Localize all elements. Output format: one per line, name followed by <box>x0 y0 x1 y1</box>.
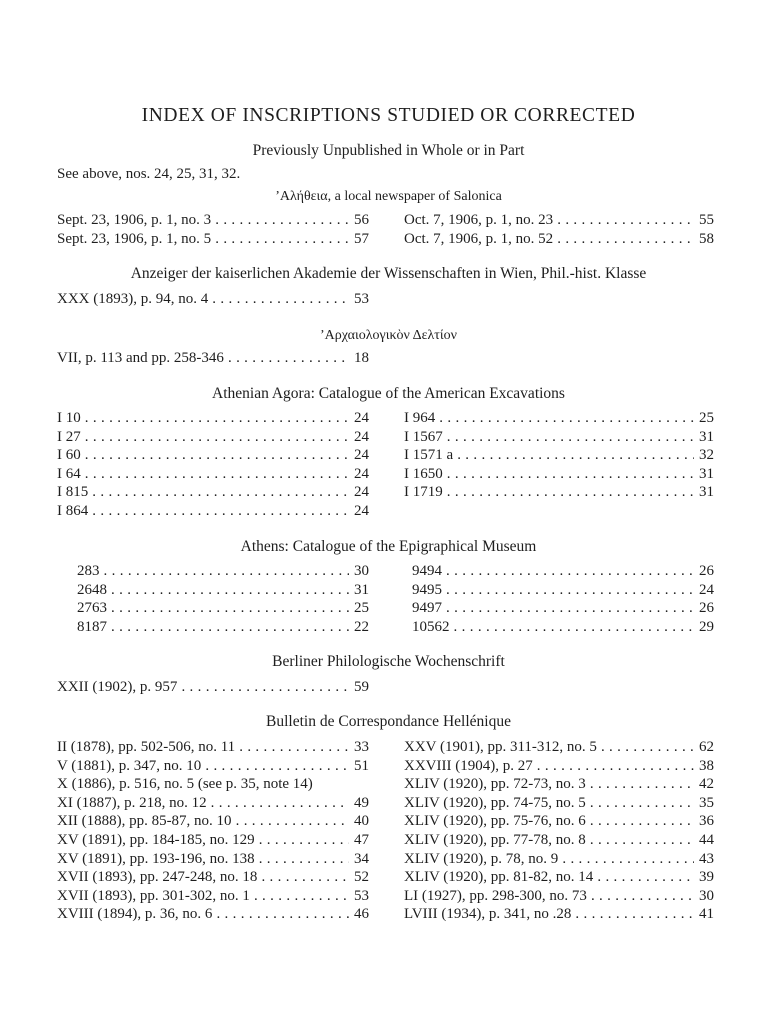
index-entry: 283 . . . 30 <box>77 562 369 581</box>
index-entry: 2763 . . . 25 <box>77 599 369 618</box>
section-heading: ’Αλήθεια, a local newspaper of Salonica <box>275 189 502 204</box>
index-entry: XVII (1893), pp. 247-248, no. 18 . . . 52 <box>57 868 369 887</box>
index-entry: I 10 . . . 24 <box>57 409 369 428</box>
section-heading: Bulletin de Correspondance Hellénique <box>266 713 511 730</box>
left-column <box>57 409 369 521</box>
index-entry: II (1878), pp. 502-506, no. 11 . . . 33 <box>57 738 369 757</box>
section-heading: Athenian Agora: Catalogue of the American Excavations <box>212 385 565 402</box>
index-entry: XI (1887), p. 218, no. 12 . . . 49 <box>57 794 369 813</box>
right-column <box>412 562 714 636</box>
index-entry: LVIII (1934), p. 341, no .28 . . . 41 <box>404 905 714 924</box>
left-column <box>57 211 369 248</box>
right-column <box>404 409 714 502</box>
index-entry: Sept. 23, 1906, p. 1, no. 3 . . . 56 <box>57 211 369 230</box>
page-title: INDEX OF INSCRIPTIONS STUDIED OR CORRECTED <box>141 105 636 126</box>
section-heading: Athens: Catalogue of the Epigraphical Museum <box>240 538 537 555</box>
index-entry: I 60 . . . 24 <box>57 446 369 465</box>
section-heading: ’Αρχαιολογικὸν Δελτίον <box>319 328 457 343</box>
index-entry: XXV (1901), pp. 311-312, no. 5 . . . 62 <box>404 738 714 757</box>
section-heading: Anzeiger der kaiserlichen Akademie der Wissenschaften in Wien, Phil.-hist. Klasse <box>130 265 647 282</box>
index-entry: XV (1891), pp. 184-185, no. 129 . . . 47 <box>57 831 369 850</box>
index-entry: XLIV (1920), pp. 75-76, no. 6 . . . 36 <box>404 812 714 831</box>
index-entry: XLIV (1920), pp. 72-73, no. 3 . . . 42 <box>404 775 714 794</box>
index-entry: 10562 . . . 29 <box>412 618 714 637</box>
left-column <box>57 290 369 309</box>
index-entry: I 27 . . . 24 <box>57 428 369 447</box>
index-entry: XLIV (1920), p. 78, no. 9 . . . 43 <box>404 850 714 869</box>
index-entry: VII, p. 113 and pp. 258-346 . . . 18 <box>57 349 369 368</box>
index-entry: I 1650 . . . 31 <box>404 465 714 484</box>
section-heading: Berliner Philologische Wochenschrift <box>272 653 505 670</box>
index-entry: XLIV (1920), pp. 74-75, no. 5 . . . 35 <box>404 794 714 813</box>
index-entry: XLIV (1920), pp. 81-82, no. 14 . . . 39 <box>404 868 714 887</box>
left-column <box>57 678 369 697</box>
section-heading: Previously Unpublished in Whole or in Part <box>252 142 525 159</box>
index-entry: Oct. 7, 1906, p. 1, no. 23 . . . 55 <box>404 211 714 230</box>
index-entry: 9497 . . . 26 <box>412 599 714 618</box>
index-entry: 9495 . . . 24 <box>412 581 714 600</box>
index-entry: XII (1888), pp. 85-87, no. 10 . . . 40 <box>57 812 369 831</box>
index-entry: XXVIII (1904), p. 27 . . . 38 <box>404 757 714 776</box>
index-entry: I 864 . . . 24 <box>57 502 369 521</box>
section-note: See above, nos. 24, 25, 31, 32. <box>57 166 241 182</box>
index-entry: I 1571 a . . . 32 <box>404 446 714 465</box>
index-entry: XVIII (1894), p. 36, no. 6 . . . 46 <box>57 905 369 924</box>
index-entry: XXII (1902), p. 957 . . . 59 <box>57 678 369 697</box>
index-entry: XVII (1893), pp. 301-302, no. 1 . . . 53 <box>57 887 369 906</box>
index-entry: XLIV (1920), pp. 77-78, no. 8 . . . 44 <box>404 831 714 850</box>
index-entry: 9494 . . . 26 <box>412 562 714 581</box>
right-column <box>404 738 714 924</box>
index-entry: I 1567 . . . 31 <box>404 428 714 447</box>
left-column <box>57 349 369 368</box>
right-column <box>404 211 714 248</box>
index-entry: V (1881), p. 347, no. 10 . . . 51 <box>57 757 369 776</box>
left-column <box>77 562 369 636</box>
index-entry: 2648 . . . 31 <box>77 581 369 600</box>
index-entry: 8187 . . . 22 <box>77 618 369 637</box>
index-entry: XXX (1893), p. 94, no. 4 . . . 53 <box>57 290 369 309</box>
left-column <box>57 738 369 924</box>
index-entry: Sept. 23, 1906, p. 1, no. 5 . . . 57 <box>57 230 369 249</box>
index-entry: I 1719 . . . 31 <box>404 483 714 502</box>
index-entry: X (1886), p. 516, no. 5 (see p. 35, note 14) <box>57 776 313 793</box>
index-entry: Oct. 7, 1906, p. 1, no. 52 . . . 58 <box>404 230 714 249</box>
index-entry: XV (1891), pp. 193-196, no. 138 . . . 34 <box>57 850 369 869</box>
index-entry: I 815 . . . 24 <box>57 483 369 502</box>
index-entry: I 64 . . . 24 <box>57 465 369 484</box>
index-entry: I 964 . . . 25 <box>404 409 714 428</box>
index-entry: LI (1927), pp. 298-300, no. 73 . . . 30 <box>404 887 714 906</box>
